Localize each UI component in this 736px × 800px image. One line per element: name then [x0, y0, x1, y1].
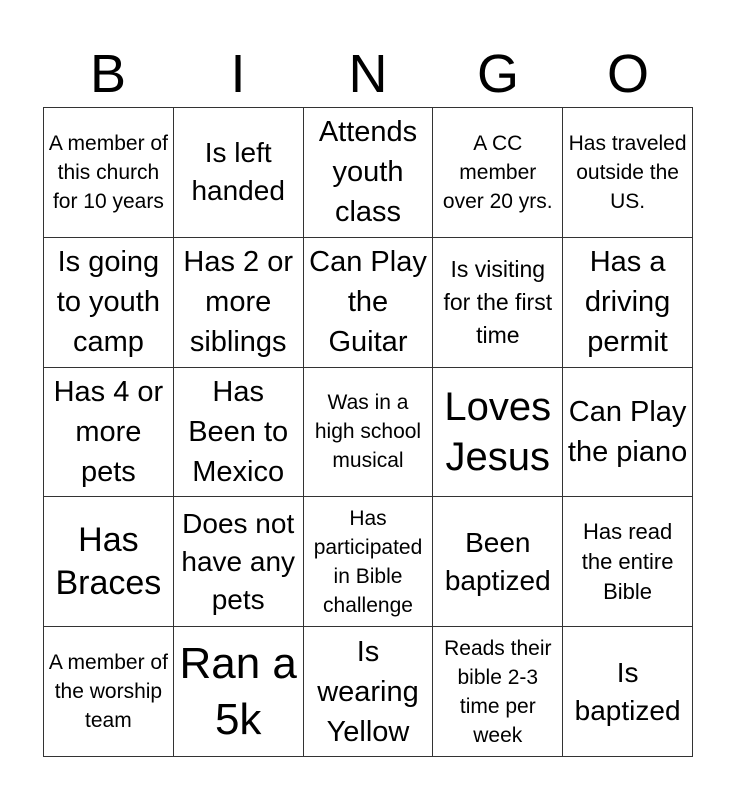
cell-text: Has participated in Bible challenge	[313, 506, 423, 617]
bingo-cell[interactable]	[44, 368, 174, 498]
cell-text: Can Play the Guitar	[309, 246, 427, 359]
cell-text: Reads their bible 2-3 time per week	[444, 636, 552, 747]
cell-text: Loves Jesus	[444, 384, 552, 479]
cell-text: Has read the entire Bible	[581, 518, 674, 604]
cell-text: Does not have any pets	[181, 507, 296, 615]
header-letter-o: O	[606, 44, 649, 104]
bingo-cell[interactable]	[433, 368, 563, 498]
bingo-grid	[43, 107, 693, 757]
cell-text: Is baptized	[574, 656, 681, 726]
bingo-cell[interactable]	[433, 497, 563, 627]
cell-text: A member of the worship team	[48, 651, 168, 733]
bingo-cell[interactable]	[44, 238, 174, 368]
cell-text: Been baptized	[444, 526, 551, 596]
bingo-cell[interactable]	[304, 497, 434, 627]
header-letter-n: N	[348, 44, 388, 104]
bingo-cell[interactable]	[174, 497, 304, 627]
bingo-cell[interactable]	[174, 627, 304, 757]
cell-text: Was in a high school musical	[314, 391, 422, 473]
header-letter-g: G	[476, 44, 519, 104]
bingo-cell[interactable]	[563, 497, 693, 627]
bingo-cell[interactable]	[304, 238, 434, 368]
cell-text: Is going to youth camp	[56, 246, 160, 359]
cell-text: Is wearing Yellow	[317, 635, 419, 748]
bingo-header	[43, 38, 693, 110]
cell-text: Ran a 5k	[179, 638, 297, 744]
cell-text: Is left handed	[191, 137, 285, 207]
bingo-cell[interactable]	[563, 368, 693, 498]
bingo-cell[interactable]	[44, 497, 174, 627]
bingo-cell[interactable]	[174, 238, 304, 368]
bingo-cell[interactable]	[433, 238, 563, 368]
cell-text: A CC member over 20 yrs.	[442, 131, 553, 213]
cell-text: Is visiting for the first time	[443, 255, 553, 348]
bingo-cell[interactable]	[563, 627, 693, 757]
bingo-cell[interactable]	[304, 368, 434, 498]
bingo-cell[interactable]	[433, 108, 563, 238]
bingo-cell[interactable]	[44, 108, 174, 238]
cell-text: Has traveled outside the US.	[568, 131, 687, 213]
header-letter-i: I	[230, 44, 246, 104]
cell-text: Has Braces	[55, 520, 162, 602]
bingo-cell[interactable]	[174, 108, 304, 238]
bingo-cell[interactable]	[304, 108, 434, 238]
bingo-cell[interactable]	[304, 627, 434, 757]
cell-text: Has 2 or more siblings	[183, 246, 293, 359]
cell-text: Has 4 or more pets	[53, 375, 164, 488]
cell-text: Has Been to Mexico	[188, 375, 289, 488]
bingo-cell[interactable]	[563, 108, 693, 238]
header-letter-b: B	[89, 44, 127, 104]
cell-text: Attends youth class	[318, 116, 418, 229]
bingo-cell[interactable]	[563, 238, 693, 368]
cell-text: Can Play the piano	[567, 395, 688, 468]
bingo-cell[interactable]	[44, 627, 174, 757]
cell-text: A member of this church for 10 years	[48, 131, 168, 213]
cell-text: Has a driving permit	[584, 246, 671, 359]
bingo-cell[interactable]	[174, 368, 304, 498]
bingo-cell[interactable]	[433, 627, 563, 757]
